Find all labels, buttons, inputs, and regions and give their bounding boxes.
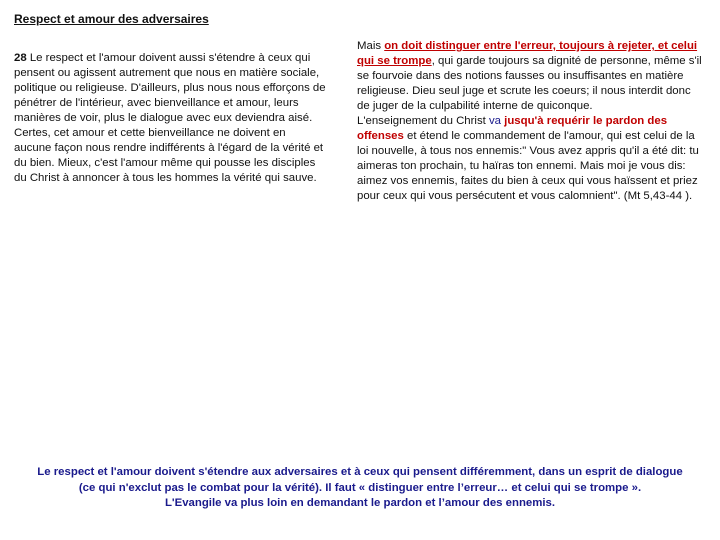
right-p2-va: va <box>488 115 502 127</box>
right-p2-highlight: jusqu'à requérir le pardon des offenses <box>357 115 668 142</box>
left-paragraph-1-text: Le respect et l'amour doivent aussi s'étendre à ceux qui pensent ou agissent autrement que nous en matière sociale, politique ou religieuse. D'ailleurs, plus nous nous efforçons de pénétrer de l'intérieur, avec bienveillance et amour, leurs manières de voir, plus le dialogue avec eux deviendra aisé. <box>14 52 326 124</box>
right-p2-rest: et étend le commandement de l'amour, qui est celui de la loi nouvelle, à tous nos ennemis:" Vous avez appris qu'il a été dit: tu aimeras ton prochain, tu haïras ton ennemi. Mais moi je vous dis: aimez vos ennemis, faites du bien à ceux qui vous haïssent et priez pour ceux qui vous persécutent et vous calomnient". (Mt 5,43-44 ). <box>357 130 699 202</box>
right-paragraph-2 <box>357 114 705 204</box>
summary-line-3: L'Evangile va plus loin en demandant le pardon et l’amour des ennemis. <box>164 497 556 509</box>
summary-line-1: Le respect et l'amour doivent s'étendre aux adversaires et à ceux qui pensent différemment, dans un esprit de dialogue <box>37 466 683 478</box>
summary-block <box>20 465 700 512</box>
left-paragraph-2: Certes, cet amour et cette bienveillance ne doivent en aucune façon nous rendre indifférents à l'égard de la vérité et du bien. Mieux, c'est l'amour même qui pousse les disciples du Christ à annoncer à tous les hommes la vérité qui sauve. <box>14 127 324 184</box>
left-paragraph-1 <box>14 51 326 126</box>
right-column <box>357 39 705 204</box>
paragraph-number: 28 <box>14 52 27 64</box>
right-p1-highlight: on doit distinguer entre l'erreur, toujours à rejeter, et celui qui se trompe <box>357 40 698 67</box>
right-paragraph-1 <box>357 39 705 114</box>
summary-line-2: (ce qui n'exclut pas le combat pour la vérité). Il faut « distinguer entre l’erreur… et celui qui se trompe ». <box>78 481 642 494</box>
right-p1-lead: Mais <box>357 40 385 52</box>
left-column <box>14 51 326 186</box>
right-p2-lead: L'enseignement du Christ <box>357 115 489 127</box>
right-p1-rest: , qui garde toujours sa dignité de personne, même s'il se fourvoie dans des notions fausses ou insuffisantes en matière religieuse. Dieu seul juge et scrute les coeurs; il nous interdit donc de juger de la culpabilité interne de quiconque. <box>357 55 702 112</box>
page-title: Respect et amour des adversaires <box>14 12 209 26</box>
